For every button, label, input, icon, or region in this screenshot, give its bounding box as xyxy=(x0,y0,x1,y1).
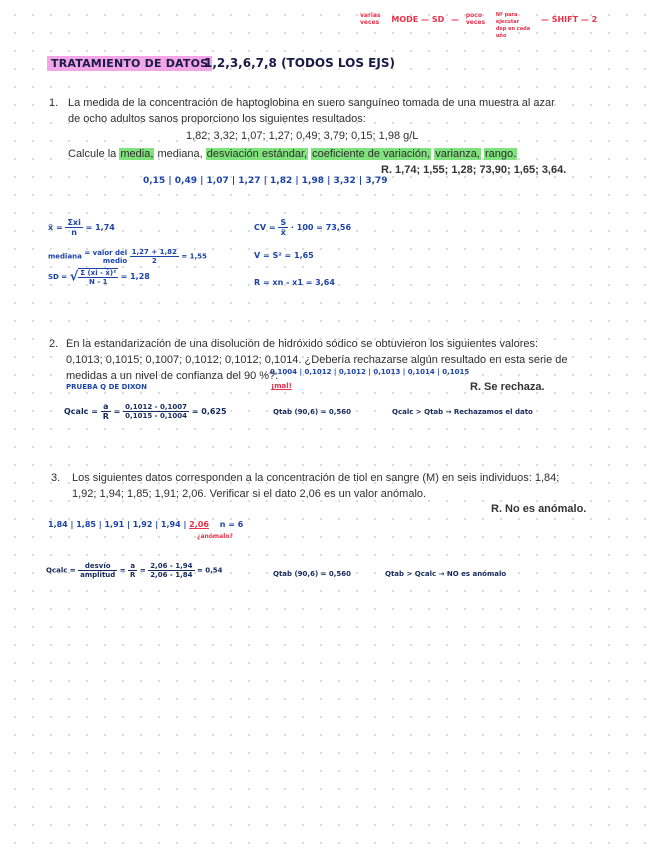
sd-formula xyxy=(48,268,150,286)
q2-result: = 0,625 xyxy=(191,407,227,416)
mean-num: Σxi xyxy=(67,218,81,227)
cv-num: S xyxy=(280,218,287,227)
problem2-number: 2. xyxy=(49,338,59,350)
problem1-line2: de ocho adultos sanos proporciono los siguientes resultados: xyxy=(68,113,366,125)
note-n-para: Nº para xyxy=(495,12,518,18)
ask-coeficiente: coeficiente de variación, xyxy=(312,148,431,160)
q3-num2: a xyxy=(128,562,137,571)
q3-num3: 2,06 - 1,94 xyxy=(150,562,193,570)
sd-num: Σ (xi - x̄)² xyxy=(80,269,117,277)
note-poco-veces: veces xyxy=(465,19,486,26)
q2-den1: R xyxy=(102,412,109,421)
problem3-conclusion: Qtab > Qcalc → NO es anómalo xyxy=(385,570,507,578)
mode-note xyxy=(360,12,385,26)
problem2-qtab: Qtab (90,6) = 0,560 xyxy=(273,408,352,416)
sqrt-icon: √ xyxy=(69,269,79,285)
note-mode-sd: MODE — SD xyxy=(391,15,445,24)
problem2-prueba: PRUEBA Q DE DIXON xyxy=(66,383,147,391)
median-eq: = valor del xyxy=(84,248,128,257)
mean-den: n xyxy=(71,228,77,237)
problem3-anomalo-note: ¿anómalo? xyxy=(197,533,233,540)
note-n-dep: dep en cada xyxy=(495,26,531,32)
section-title: TRATAMIENTO DE DATOS xyxy=(47,56,212,71)
problem3-q-formula: Qcalc = $\frac{\text{desvío}}{\text{amplitud}}$ = $\frac{a}{R}$ = $\frac{2,06 - 1,94}{2,06 - 1,84}$ = 0,54 xyxy=(46,562,223,579)
n-note xyxy=(496,12,534,40)
problem1-ask xyxy=(68,148,517,160)
problem2-sorted: 0,1004 | 0,1012 | 0,1012 | 0,1013 | 0,1014 | 0,1015 xyxy=(270,368,470,376)
q3-den2: R xyxy=(130,571,136,579)
q2-num2: 0,1012 - 0,1007 xyxy=(125,403,187,411)
problem2-line2: 0,1013; 0,1015; 0,1007; 0,1012; 0,1012; 0,1014. ¿Debería rechazarse algún resultado en esta serie de xyxy=(66,354,568,366)
note-varias: varias xyxy=(360,12,381,19)
ask-mediana: mediana, xyxy=(157,148,203,160)
ask-desviacion: desviación estándar, xyxy=(206,148,308,160)
section-subtitle: 1,2,3,6,7,8 (TODOS LOS EJS) xyxy=(204,56,395,70)
q3-num1: desvío xyxy=(78,562,117,571)
problem2-q-formula: Qcalc = $\frac{a}{R}$ = $\frac{0,1012 - 0,1007}{0,1015 - 0,1004}$ = 0,625 xyxy=(64,402,227,421)
sd-result: = 1,28 xyxy=(120,272,150,281)
cv-lhs: CV = xyxy=(254,223,276,232)
mean-formula xyxy=(48,218,115,237)
q3-lhs: Qcalc = xyxy=(46,566,76,575)
poco-note xyxy=(466,12,489,26)
median-eq2: medio xyxy=(102,256,128,265)
p3-n: n = 6 xyxy=(219,520,244,529)
top-calculator-note xyxy=(360,12,601,40)
problem1-number: 1. xyxy=(49,97,59,109)
note-veces: veces xyxy=(360,19,380,26)
q2-lhs: Qcalc = xyxy=(64,407,98,416)
problem1-answer: R. 1,74; 1,55; 1,28; 73,90; 1,65; 3,64. xyxy=(381,164,567,176)
median-den: 2 xyxy=(151,257,157,265)
median-num: 1,27 + 1,82 xyxy=(131,248,177,256)
median-result: = 1,55 xyxy=(181,252,207,261)
problem2-conclusion: Qcalc > Qtab → Rechazamos el dato xyxy=(392,408,533,416)
p3-sorted-last: 2,06 xyxy=(189,520,209,529)
q2-num1: a xyxy=(101,402,111,412)
sd-den: N - 1 xyxy=(88,278,108,286)
problem3-line2: 1,92; 1,94; 1,85; 1,91; 2,06. Verificar si el dato 2,06 es un valor anómalo. xyxy=(72,488,427,500)
cv-result: · 100 = 73,56 xyxy=(290,223,352,232)
problem3-qtab: Qtab (90,6) = 0,560 xyxy=(273,570,352,578)
q3-result: = 0,54 xyxy=(196,566,223,575)
ask-rango: rango. xyxy=(484,148,517,160)
cv-formula xyxy=(254,218,351,237)
sd-lhs: SD = xyxy=(48,273,68,281)
q3-den1: amplitud xyxy=(80,571,116,579)
p3-sorted-values: 1,84 | 1,85 | 1,91 | 1,92 | 1,94 | xyxy=(48,520,187,529)
problem1-sorted: 0,15 | 0,49 | 1,07 | 1,27 | 1,82 | 1,98 | 3,32 | 3,79 xyxy=(143,176,388,186)
range-formula: R = xn - x1 = 3,64 xyxy=(254,278,335,287)
ask-prefix: Calcule la xyxy=(68,148,117,160)
problem3-sorted xyxy=(48,520,243,529)
problem1-values: 1,82; 3,32; 1,07; 1,27; 0,49; 3,79; 0,15; 1,98 g/L xyxy=(186,130,419,142)
problem1-line1: La medida de la concentración de haptoglobina en suero sanguíneo tomada de una muestra al azar xyxy=(68,97,555,109)
note-dash: — xyxy=(451,15,460,24)
problem3-answer: R. No es anómalo. xyxy=(491,503,587,515)
ask-varianza: varianza, xyxy=(435,148,480,160)
problem2-mal: ¡mal! xyxy=(271,382,292,390)
cv-den: x̄ xyxy=(280,228,286,237)
problem2-answer: R. Se rechaza. xyxy=(470,381,545,393)
mean-result: = 1,74 xyxy=(85,223,115,232)
q2-den2: 0,1015 - 0,1004 xyxy=(125,412,187,420)
note-n-uno: uno xyxy=(495,33,507,39)
variance-formula: V = S² = 1,65 xyxy=(254,251,314,260)
problem2-line1: En la estandarización de una disolución de hidróxido sódico se obtuvieron los siguientes valores: xyxy=(66,338,539,350)
mean-lhs: x̄ = xyxy=(48,223,63,232)
note-n-ejecutar: ejecutar xyxy=(495,19,520,25)
problem2-line3: medidas a un nivel de confianza del 90 %?. xyxy=(66,370,279,382)
q3-den3: 2,06 - 1,84 xyxy=(150,571,193,579)
median-label: mediana xyxy=(48,252,82,261)
ask-media: media, xyxy=(120,148,154,160)
problem3-number: 3. xyxy=(51,472,61,484)
note-poco: poco xyxy=(465,12,482,19)
note-shift: — SHIFT — 2 xyxy=(540,15,598,24)
problem3-line1: Los siguientes datos corresponden a la concentración de tiol en sangre (M) en seis individuos: 1,84; xyxy=(72,472,560,484)
median-formula xyxy=(48,248,207,265)
